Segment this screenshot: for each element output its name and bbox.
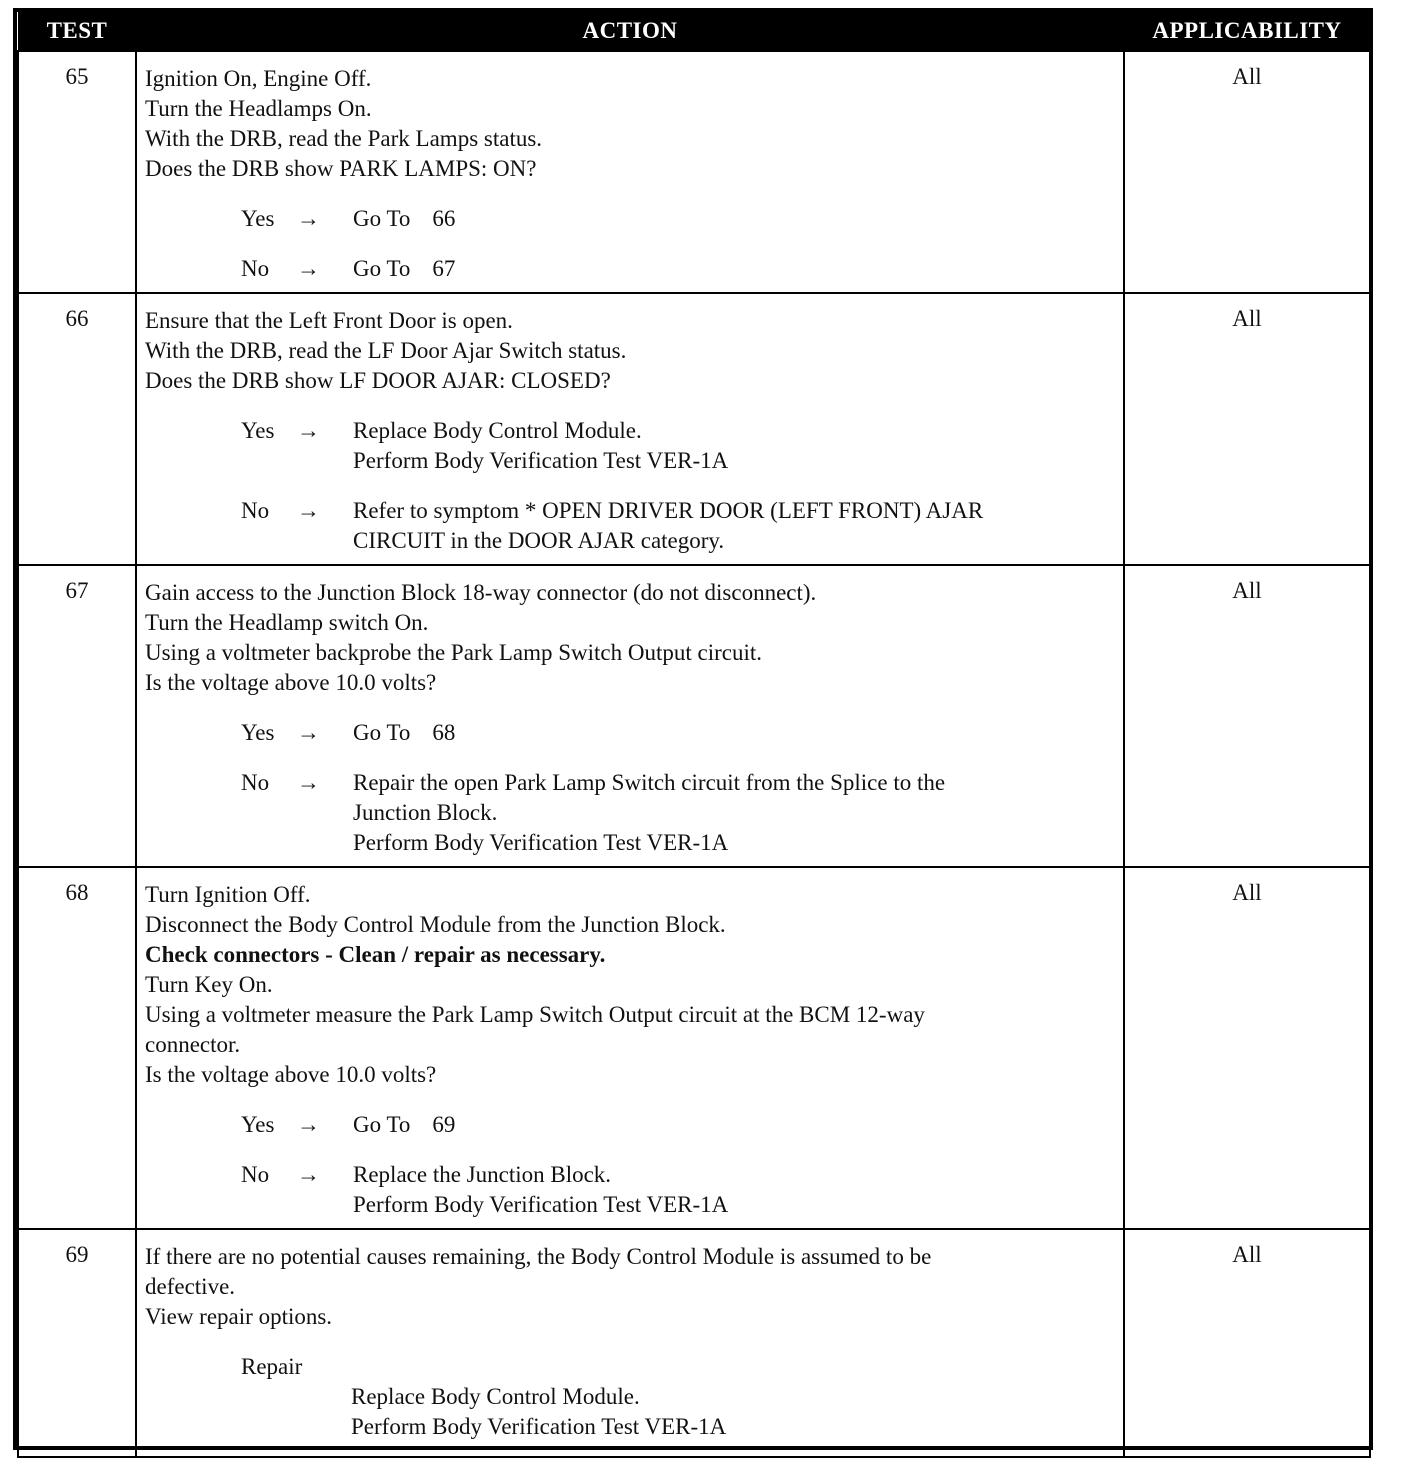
action-cell	[136, 293, 1124, 565]
action-line: Using a voltmeter backprobe the Park Lamp Switch Output circuit.	[145, 640, 763, 665]
no-result	[353, 254, 1115, 284]
result-line: Junction Block.	[353, 800, 498, 825]
table-header-row	[18, 12, 1370, 51]
applicability-value: All	[1124, 293, 1370, 565]
yes-result	[353, 416, 1115, 476]
table-row	[18, 565, 1370, 867]
action-line: Is the voltage above 10.0 volts?	[145, 1062, 437, 1087]
yes-branch	[145, 1110, 1115, 1140]
action-line: Turn the Headlamp switch On.	[145, 610, 429, 635]
action-line: Ignition On, Engine Off.	[145, 66, 372, 91]
applicability-value: All	[1124, 867, 1370, 1229]
goto-text: Go To	[353, 1112, 411, 1137]
no-branch	[145, 1160, 1115, 1220]
header-applicability: APPLICABILITY	[1124, 12, 1370, 51]
no-label: No	[241, 256, 270, 281]
no-label: No	[241, 770, 270, 795]
action-line: Disconnect the Body Control Module from the Junction Block.	[145, 912, 726, 937]
action-line: With the DRB, read the Park Lamps status.	[145, 126, 543, 151]
goto-number: 68	[432, 720, 456, 745]
action-line: Does the DRB show LF DOOR AJAR: CLOSED?	[145, 368, 611, 393]
goto-number: 66	[432, 206, 456, 231]
repair-item: Replace Body Control Module.	[351, 1384, 640, 1409]
result-line: Refer to symptom * OPEN DRIVER DOOR (LEFT FRONT) AJAR	[353, 498, 984, 523]
test-number: 69	[18, 1229, 136, 1457]
action-cell	[136, 867, 1124, 1229]
action-cell	[136, 1229, 1124, 1457]
result-line: Perform Body Verification Test VER-1A	[353, 1192, 729, 1217]
no-label: No	[241, 1162, 270, 1187]
result-line: CIRCUIT in the DOOR AJAR category.	[353, 528, 725, 553]
no-branch	[145, 768, 1115, 858]
no-label: No	[241, 498, 270, 523]
result-line: Replace the Junction Block.	[353, 1162, 612, 1187]
action-line: With the DRB, read the LF Door Ajar Switch status.	[145, 338, 627, 363]
right-arrow-icon: →	[297, 1162, 320, 1187]
goto-number: 69	[432, 1112, 456, 1137]
no-branch	[145, 496, 1115, 556]
action-line: View repair options.	[145, 1304, 333, 1329]
repair-label: Repair	[241, 1354, 303, 1379]
action-line: Is the voltage above 10.0 volts?	[145, 670, 437, 695]
applicability-value: All	[1124, 565, 1370, 867]
result-line: Perform Body Verification Test VER-1A	[353, 830, 729, 855]
result-line: Repair the open Park Lamp Switch circuit from the Splice to the	[353, 770, 946, 795]
result-line: Replace Body Control Module.	[353, 418, 642, 443]
right-arrow-icon: →	[297, 720, 320, 745]
right-arrow-icon: →	[297, 1112, 320, 1137]
yes-result	[353, 718, 1115, 748]
no-result	[353, 768, 1115, 858]
no-result	[353, 1160, 1115, 1220]
action-cell	[136, 51, 1124, 293]
yes-result	[353, 1110, 1115, 1140]
no-result	[353, 496, 1115, 556]
table-row	[18, 867, 1370, 1229]
yes-branch	[145, 416, 1115, 476]
yes-label: Yes	[241, 720, 275, 745]
header-test: TEST	[18, 12, 136, 51]
test-number: 65	[18, 51, 136, 293]
goto-text: Go To	[353, 720, 411, 745]
action-line: Turn Key On.	[145, 972, 273, 997]
action-line: Gain access to the Junction Block 18-way connector (do not disconnect).	[145, 580, 817, 605]
table-row	[18, 1229, 1370, 1457]
yes-branch	[145, 204, 1115, 234]
yes-label: Yes	[241, 418, 275, 443]
action-line-bold: Check connectors - Clean / repair as necessary.	[145, 942, 606, 967]
applicability-value: All	[1124, 1229, 1370, 1457]
test-number: 66	[18, 293, 136, 565]
repair-item: Perform Body Verification Test VER-1A	[351, 1414, 727, 1439]
action-line: Using a voltmeter measure the Park Lamp Switch Output circuit at the BCM 12-way	[145, 1002, 925, 1027]
test-number: 68	[18, 867, 136, 1229]
right-arrow-icon: →	[297, 256, 320, 281]
action-cell	[136, 565, 1124, 867]
repair-options	[351, 1382, 1115, 1442]
goto-text: Go To	[353, 206, 411, 231]
diagnostic-test-table-page	[13, 8, 1373, 1450]
yes-branch	[145, 718, 1115, 748]
goto-number: 67	[432, 256, 456, 281]
yes-label: Yes	[241, 1112, 275, 1137]
diagnostic-test-table	[17, 12, 1371, 1458]
applicability-value: All	[1124, 51, 1370, 293]
table-row	[18, 51, 1370, 293]
action-line: If there are no potential causes remaining, the Body Control Module is assumed to be	[145, 1244, 932, 1269]
right-arrow-icon: →	[297, 418, 320, 443]
table-row	[18, 293, 1370, 565]
yes-label: Yes	[241, 206, 275, 231]
action-line: Turn Ignition Off.	[145, 882, 311, 907]
header-action: ACTION	[136, 12, 1124, 51]
no-branch	[145, 254, 1115, 284]
result-line: Perform Body Verification Test VER-1A	[353, 448, 729, 473]
action-line: connector.	[145, 1032, 241, 1057]
action-line: Ensure that the Left Front Door is open.	[145, 308, 513, 333]
action-line: Does the DRB show PARK LAMPS: ON?	[145, 156, 537, 181]
action-line: defective.	[145, 1274, 236, 1299]
test-number: 67	[18, 565, 136, 867]
goto-text: Go To	[353, 256, 411, 281]
action-line: Turn the Headlamps On.	[145, 96, 372, 121]
right-arrow-icon: →	[297, 498, 320, 523]
right-arrow-icon: →	[297, 206, 320, 231]
right-arrow-icon: →	[297, 770, 320, 795]
yes-result	[353, 204, 1115, 234]
